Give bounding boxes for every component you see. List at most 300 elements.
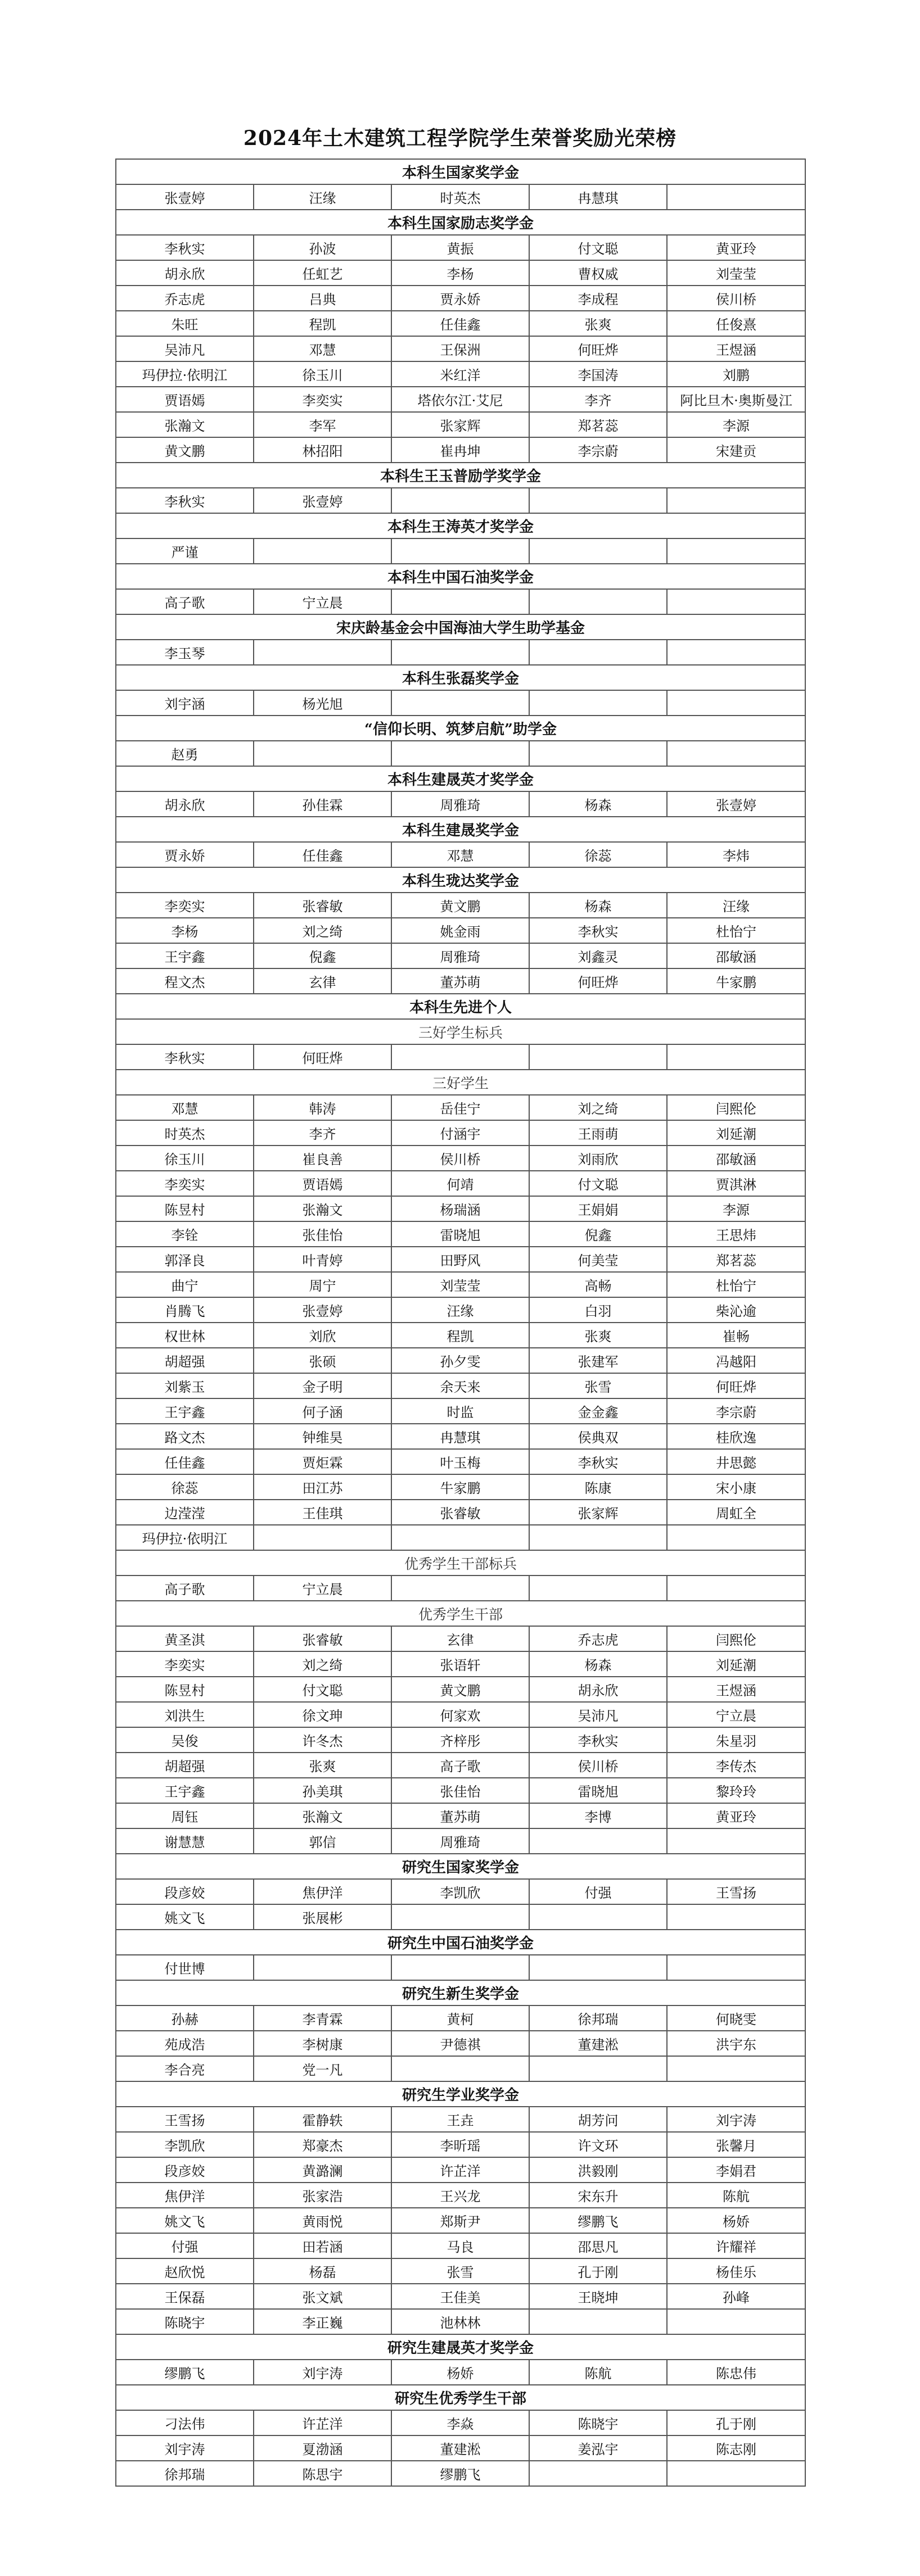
- student-name-cell: 李源: [667, 412, 805, 437]
- student-name-cell: 王雪扬: [667, 1879, 805, 1904]
- student-name-cell: 许芷洋: [391, 2157, 529, 2183]
- student-name-cell: [391, 741, 529, 766]
- student-name-cell: 刘宇涵: [116, 690, 254, 716]
- section-title: 研究生国家奖学金: [116, 1854, 805, 1879]
- student-name-cell: 李凯欣: [391, 1879, 529, 1904]
- student-name-cell: 岳佳宁: [391, 1095, 529, 1120]
- student-name-cell: 付涵宇: [391, 1120, 529, 1146]
- award-section-header: [116, 2385, 805, 2410]
- table-row: [116, 1753, 805, 1778]
- student-name-cell: 张爽: [529, 1323, 667, 1348]
- student-name-cell: 黄潞澜: [254, 2157, 391, 2183]
- table-row: [116, 2157, 805, 2183]
- student-name-cell: 田江苏: [254, 1474, 391, 1500]
- student-name-cell: 权世林: [116, 1323, 254, 1348]
- student-name-cell: 李炜: [667, 842, 805, 867]
- award-section-header: [116, 2334, 805, 2360]
- subsection-title: 优秀学生干部标兵: [116, 1550, 805, 1576]
- student-name-cell: 孙峰: [667, 2284, 805, 2309]
- student-name-cell: 焦伊洋: [116, 2183, 254, 2208]
- student-name-cell: 姜泓宇: [529, 2435, 667, 2461]
- table-row: [116, 2056, 805, 2081]
- student-name-cell: 陈晓宇: [529, 2410, 667, 2435]
- table-row: [116, 1576, 805, 1601]
- student-name-cell: 王垚: [391, 2107, 529, 2132]
- student-name-cell: 张睿敏: [254, 893, 391, 918]
- student-name-cell: 霍静轶: [254, 2107, 391, 2132]
- student-name-cell: 何旺烨: [254, 1044, 391, 1070]
- student-name-cell: [529, 1955, 667, 1980]
- student-name-cell: 邵敏涵: [667, 1146, 805, 1171]
- student-name-cell: 冉慧琪: [529, 184, 667, 210]
- student-name-cell: 柴沁逾: [667, 1297, 805, 1323]
- student-name-cell: 杨佳乐: [667, 2258, 805, 2284]
- student-name-cell: [391, 1576, 529, 1601]
- award-section-header: [116, 766, 805, 791]
- student-name-cell: 邓慧: [391, 842, 529, 867]
- student-name-cell: 王煜涵: [667, 1677, 805, 1702]
- table-row: [116, 1247, 805, 1272]
- student-name-cell: 徐邦瑞: [529, 2005, 667, 2031]
- student-name-cell: 何靖: [391, 1171, 529, 1196]
- table-row: [116, 1373, 805, 1398]
- student-name-cell: 朱旺: [116, 311, 254, 336]
- table-row: [116, 2309, 805, 2334]
- student-name-cell: 侯川桥: [391, 1146, 529, 1171]
- student-name-cell: 冯越阳: [667, 1348, 805, 1373]
- student-name-cell: 张家浩: [254, 2183, 391, 2208]
- student-name-cell: 宁立晨: [254, 589, 391, 614]
- table-row: [116, 538, 805, 564]
- student-name-cell: 刘鑫灵: [529, 943, 667, 968]
- student-name-cell: 夏渤涵: [254, 2435, 391, 2461]
- student-name-cell: 吴沛凡: [116, 336, 254, 361]
- student-name-cell: 孙美琪: [254, 1778, 391, 1803]
- student-name-cell: 张睿敏: [391, 1500, 529, 1525]
- table-row: [116, 1651, 805, 1677]
- student-name-cell: 黄文鹏: [116, 437, 254, 463]
- student-name-cell: 桂欣逸: [667, 1424, 805, 1449]
- student-name-cell: 姚金雨: [391, 918, 529, 943]
- student-name-cell: 宋小康: [667, 1474, 805, 1500]
- student-name-cell: [529, 1044, 667, 1070]
- student-name-cell: 王佳美: [391, 2284, 529, 2309]
- student-name-cell: 曲宁: [116, 1272, 254, 1297]
- award-section-header: [116, 716, 805, 741]
- student-name-cell: 李青霖: [254, 2005, 391, 2031]
- student-name-cell: 李凯欣: [116, 2132, 254, 2157]
- table-row: [116, 387, 805, 412]
- student-name-cell: 杨森: [529, 893, 667, 918]
- student-name-cell: 崔良善: [254, 1146, 391, 1171]
- student-name-cell: 张壹婷: [254, 1297, 391, 1323]
- student-name-cell: 汪缘: [254, 184, 391, 210]
- student-name-cell: 边滢滢: [116, 1500, 254, 1525]
- student-name-cell: 李传杰: [667, 1753, 805, 1778]
- table-row: [116, 1626, 805, 1651]
- student-name-cell: [391, 1044, 529, 1070]
- student-name-cell: 吴沛凡: [529, 1702, 667, 1727]
- student-name-cell: 邵敏涵: [667, 943, 805, 968]
- student-name-cell: 李秋实: [116, 488, 254, 513]
- student-name-cell: 高子歌: [391, 1753, 529, 1778]
- student-name-cell: 刘宇涛: [667, 2107, 805, 2132]
- student-name-cell: [667, 1044, 805, 1070]
- student-name-cell: [391, 1904, 529, 1930]
- award-section-header: [116, 614, 805, 640]
- student-name-cell: [667, 589, 805, 614]
- student-name-cell: 宋建贡: [667, 437, 805, 463]
- student-name-cell: 叶青婷: [254, 1247, 391, 1272]
- student-name-cell: 王娟娟: [529, 1196, 667, 1221]
- student-name-cell: 周钰: [116, 1803, 254, 1828]
- student-name-cell: 王佳琪: [254, 1500, 391, 1525]
- student-name-cell: 王宇鑫: [116, 943, 254, 968]
- table-row: [116, 968, 805, 994]
- student-name-cell: [667, 741, 805, 766]
- student-name-cell: 许芷洋: [254, 2410, 391, 2435]
- table-row: [116, 918, 805, 943]
- student-name-cell: 杨森: [529, 1651, 667, 1677]
- student-name-cell: 李宗蔚: [529, 437, 667, 463]
- student-name-cell: 李军: [254, 412, 391, 437]
- table-row: [116, 2435, 805, 2461]
- student-name-cell: 路文杰: [116, 1424, 254, 1449]
- student-name-cell: [529, 640, 667, 665]
- student-name-cell: 宁立晨: [254, 1576, 391, 1601]
- award-section-header: [116, 994, 805, 1019]
- student-name-cell: 李秋实: [529, 918, 667, 943]
- student-name-cell: 胡永欣: [116, 260, 254, 286]
- student-name-cell: 张爽: [254, 1753, 391, 1778]
- student-name-cell: 侯典双: [529, 1424, 667, 1449]
- student-name-cell: 黄亚玲: [667, 235, 805, 260]
- student-name-cell: 胡超强: [116, 1753, 254, 1778]
- student-name-cell: 张瀚文: [254, 1196, 391, 1221]
- table-row: [116, 791, 805, 817]
- award-section-header: [116, 210, 805, 235]
- student-name-cell: 李秋实: [116, 1044, 254, 1070]
- student-name-cell: 高子歌: [116, 589, 254, 614]
- student-name-cell: 何旺烨: [667, 1373, 805, 1398]
- student-name-cell: 王宇鑫: [116, 1778, 254, 1803]
- table-row: [116, 2410, 805, 2435]
- student-name-cell: 冉慧琪: [391, 1424, 529, 1449]
- student-name-cell: 刘宇涛: [254, 2360, 391, 2385]
- student-name-cell: [529, 2461, 667, 2486]
- table-row: [116, 1323, 805, 1348]
- student-name-cell: 杨娇: [391, 2360, 529, 2385]
- student-name-cell: 张馨月: [667, 2132, 805, 2157]
- student-name-cell: 段彦姣: [116, 2157, 254, 2183]
- student-name-cell: 乔志虎: [116, 286, 254, 311]
- student-name-cell: [529, 1576, 667, 1601]
- student-name-cell: [529, 741, 667, 766]
- student-name-cell: 吕典: [254, 286, 391, 311]
- student-name-cell: 刘洪生: [116, 1702, 254, 1727]
- student-name-cell: 张雪: [529, 1373, 667, 1398]
- student-name-cell: 王保洲: [391, 336, 529, 361]
- award-subcategory-header: [116, 1019, 805, 1044]
- student-name-cell: 田若涵: [254, 2233, 391, 2258]
- student-name-cell: 李奕实: [116, 1651, 254, 1677]
- student-name-cell: 李正巍: [254, 2309, 391, 2334]
- student-name-cell: [667, 538, 805, 564]
- student-name-cell: 李昕瑶: [391, 2132, 529, 2157]
- student-name-cell: 王保磊: [116, 2284, 254, 2309]
- award-subcategory-header: [116, 1601, 805, 1626]
- student-name-cell: 张语轩: [391, 1651, 529, 1677]
- subsection-title: 三好学生: [116, 1070, 805, 1095]
- student-name-cell: 徐玉川: [254, 361, 391, 387]
- student-name-cell: 汪缘: [667, 893, 805, 918]
- student-name-cell: 杨瑞涵: [391, 1196, 529, 1221]
- table-row: [116, 488, 805, 513]
- student-name-cell: 孙波: [254, 235, 391, 260]
- student-name-cell: 许冬杰: [254, 1727, 391, 1753]
- table-row: [116, 235, 805, 260]
- student-name-cell: 刘之绮: [254, 1651, 391, 1677]
- student-name-cell: 胡永欣: [116, 791, 254, 817]
- student-name-cell: [667, 1828, 805, 1854]
- honor-roll-body: [116, 159, 805, 2486]
- table-row: [116, 943, 805, 968]
- table-row: [116, 741, 805, 766]
- student-name-cell: 闫熙伦: [667, 1626, 805, 1651]
- student-name-cell: 刘雨欣: [529, 1146, 667, 1171]
- student-name-cell: 付强: [529, 1879, 667, 1904]
- award-subcategory-header: [116, 1070, 805, 1095]
- student-name-cell: [391, 538, 529, 564]
- student-name-cell: 崔冉坤: [391, 437, 529, 463]
- student-name-cell: [391, 690, 529, 716]
- student-name-cell: [667, 1576, 805, 1601]
- student-name-cell: 洪毅刚: [529, 2157, 667, 2183]
- student-name-cell: [391, 488, 529, 513]
- student-name-cell: 宋东升: [529, 2183, 667, 2208]
- table-row: [116, 1424, 805, 1449]
- student-name-cell: 黄雨悦: [254, 2208, 391, 2233]
- section-title: 本科生珑达奖学金: [116, 867, 805, 893]
- table-row: [116, 184, 805, 210]
- award-section-header: [116, 817, 805, 842]
- table-row: [116, 1196, 805, 1221]
- student-name-cell: 玛伊拉·依明江: [116, 361, 254, 387]
- student-name-cell: [667, 2461, 805, 2486]
- student-name-cell: 付世博: [116, 1955, 254, 1980]
- student-name-cell: 陈航: [529, 2360, 667, 2385]
- student-name-cell: 张佳怡: [391, 1778, 529, 1803]
- student-name-cell: 李杨: [116, 918, 254, 943]
- student-name-cell: 张建军: [529, 1348, 667, 1373]
- award-section-header: [116, 867, 805, 893]
- student-name-cell: [254, 741, 391, 766]
- student-name-cell: 金子明: [254, 1373, 391, 1398]
- student-name-cell: 徐文珅: [254, 1702, 391, 1727]
- student-name-cell: 苑成浩: [116, 2031, 254, 2056]
- table-row: [116, 893, 805, 918]
- student-name-cell: [667, 640, 805, 665]
- student-name-cell: 赵勇: [116, 741, 254, 766]
- student-name-cell: 杨森: [529, 791, 667, 817]
- student-name-cell: 曹权威: [529, 260, 667, 286]
- student-name-cell: 倪鑫: [254, 943, 391, 968]
- student-name-cell: 何子涵: [254, 1398, 391, 1424]
- student-name-cell: 付文聪: [529, 1171, 667, 1196]
- table-row: [116, 437, 805, 463]
- student-name-cell: 叶玉梅: [391, 1449, 529, 1474]
- student-name-cell: 李齐: [529, 387, 667, 412]
- student-name-cell: 任佳鑫: [116, 1449, 254, 1474]
- student-name-cell: 付强: [116, 2233, 254, 2258]
- award-section-header: [116, 1930, 805, 1955]
- student-name-cell: 许耀祥: [667, 2233, 805, 2258]
- student-name-cell: 张硕: [254, 1348, 391, 1373]
- student-name-cell: 王雪扬: [116, 2107, 254, 2132]
- student-name-cell: 王雨萌: [529, 1120, 667, 1146]
- award-section-header: [116, 513, 805, 538]
- student-name-cell: 陈昱村: [116, 1196, 254, 1221]
- student-name-cell: 朱星羽: [667, 1727, 805, 1753]
- award-section-header: [116, 159, 805, 184]
- award-section-header: [116, 1980, 805, 2005]
- student-name-cell: 井思懿: [667, 1449, 805, 1474]
- student-name-cell: 时英杰: [116, 1120, 254, 1146]
- student-name-cell: 郑斯尹: [391, 2208, 529, 2233]
- table-row: [116, 1297, 805, 1323]
- student-name-cell: 贾语嫣: [116, 387, 254, 412]
- student-name-cell: 汪缘: [391, 1297, 529, 1323]
- student-name-cell: 严谨: [116, 538, 254, 564]
- section-title: 研究生学业奖学金: [116, 2081, 805, 2107]
- student-name-cell: 刘宇涛: [116, 2435, 254, 2461]
- table-row: [116, 1828, 805, 1854]
- student-name-cell: 李源: [667, 1196, 805, 1221]
- student-name-cell: 谢慧慧: [116, 1828, 254, 1854]
- subsection-title: 优秀学生干部: [116, 1601, 805, 1626]
- student-name-cell: 张壹婷: [667, 791, 805, 817]
- student-name-cell: 刘莹莹: [391, 1272, 529, 1297]
- student-name-cell: 董苏萌: [391, 968, 529, 994]
- section-title: 本科生中国石油奖学金: [116, 564, 805, 589]
- student-name-cell: 胡芳问: [529, 2107, 667, 2132]
- student-name-cell: [529, 488, 667, 513]
- student-name-cell: 周雅琦: [391, 791, 529, 817]
- award-section-header: [116, 463, 805, 488]
- student-name-cell: 黄亚玲: [667, 1803, 805, 1828]
- student-name-cell: 刘之绮: [254, 918, 391, 943]
- student-name-cell: 徐玉川: [116, 1146, 254, 1171]
- student-name-cell: 姚文飞: [116, 1904, 254, 1930]
- section-title: 本科生先进个人: [116, 994, 805, 1019]
- table-row: [116, 1474, 805, 1500]
- student-name-cell: 段彦姣: [116, 1879, 254, 1904]
- table-row: [116, 2360, 805, 2385]
- table-row: [116, 1955, 805, 1980]
- student-name-cell: 郑茗蕊: [667, 1247, 805, 1272]
- student-name-cell: [529, 589, 667, 614]
- student-name-cell: 周雅琦: [391, 1828, 529, 1854]
- student-name-cell: 郭泽良: [116, 1247, 254, 1272]
- student-name-cell: [391, 640, 529, 665]
- student-name-cell: 张壹婷: [254, 488, 391, 513]
- student-name-cell: [667, 488, 805, 513]
- student-name-cell: 齐梓彤: [391, 1727, 529, 1753]
- award-section-header: [116, 564, 805, 589]
- student-name-cell: 王晓坤: [529, 2284, 667, 2309]
- student-name-cell: 时英杰: [391, 184, 529, 210]
- student-name-cell: 缪鹏飞: [391, 2461, 529, 2486]
- student-name-cell: 田野风: [391, 1247, 529, 1272]
- student-name-cell: 池林林: [391, 2309, 529, 2334]
- table-row: [116, 1398, 805, 1424]
- student-name-cell: [667, 690, 805, 716]
- award-section-header: [116, 2081, 805, 2107]
- section-title: 本科生建晟英才奖学金: [116, 766, 805, 791]
- table-row: [116, 640, 805, 665]
- student-name-cell: 李焱: [391, 2410, 529, 2435]
- table-row: [116, 2284, 805, 2309]
- student-name-cell: 周宁: [254, 1272, 391, 1297]
- student-name-cell: 赵欣悦: [116, 2258, 254, 2284]
- student-name-cell: 张睿敏: [254, 1626, 391, 1651]
- student-name-cell: 李杨: [391, 260, 529, 286]
- student-name-cell: 杜怡宁: [667, 918, 805, 943]
- student-name-cell: 李奕实: [254, 387, 391, 412]
- student-name-cell: 孔于刚: [667, 2410, 805, 2435]
- student-name-cell: 白羽: [529, 1297, 667, 1323]
- student-name-cell: 王思炜: [667, 1221, 805, 1247]
- student-name-cell: 张爽: [529, 311, 667, 336]
- student-name-cell: 吴俊: [116, 1727, 254, 1753]
- student-name-cell: 党一凡: [254, 2056, 391, 2081]
- student-name-cell: 刘延潮: [667, 1651, 805, 1677]
- student-name-cell: 雷晓旭: [529, 1778, 667, 1803]
- student-name-cell: 邓慧: [254, 336, 391, 361]
- table-row: [116, 1449, 805, 1474]
- student-name-cell: [254, 538, 391, 564]
- section-title: 宋庆龄基金会中国海油大学生助学基金: [116, 614, 805, 640]
- student-name-cell: 张佳怡: [254, 1221, 391, 1247]
- student-name-cell: 李奕实: [116, 893, 254, 918]
- student-name-cell: 杜怡宁: [667, 1272, 805, 1297]
- student-name-cell: 牛家鹏: [667, 968, 805, 994]
- student-name-cell: [529, 1525, 667, 1550]
- student-name-cell: 董建淞: [529, 2031, 667, 2056]
- table-row: [116, 1095, 805, 1120]
- student-name-cell: 黄柯: [391, 2005, 529, 2031]
- student-name-cell: 王兴龙: [391, 2183, 529, 2208]
- student-name-cell: 李合亮: [116, 2056, 254, 2081]
- student-name-cell: 贾永娇: [116, 842, 254, 867]
- student-name-cell: 黄振: [391, 235, 529, 260]
- section-title: 本科生张磊奖学金: [116, 665, 805, 690]
- student-name-cell: 任佳鑫: [254, 842, 391, 867]
- student-name-cell: [529, 538, 667, 564]
- student-name-cell: 李秋实: [116, 235, 254, 260]
- section-title: 研究生建晟英才奖学金: [116, 2334, 805, 2360]
- student-name-cell: 周虹全: [667, 1500, 805, 1525]
- student-name-cell: 乔志虎: [529, 1626, 667, 1651]
- student-name-cell: 郑豪杰: [254, 2132, 391, 2157]
- student-name-cell: 洪宇东: [667, 2031, 805, 2056]
- student-name-cell: 程文杰: [116, 968, 254, 994]
- student-name-cell: 贾淇淋: [667, 1171, 805, 1196]
- student-name-cell: [391, 2056, 529, 2081]
- student-name-cell: 李宗蔚: [667, 1398, 805, 1424]
- student-name-cell: [667, 1525, 805, 1550]
- student-name-cell: 张瀚文: [116, 412, 254, 437]
